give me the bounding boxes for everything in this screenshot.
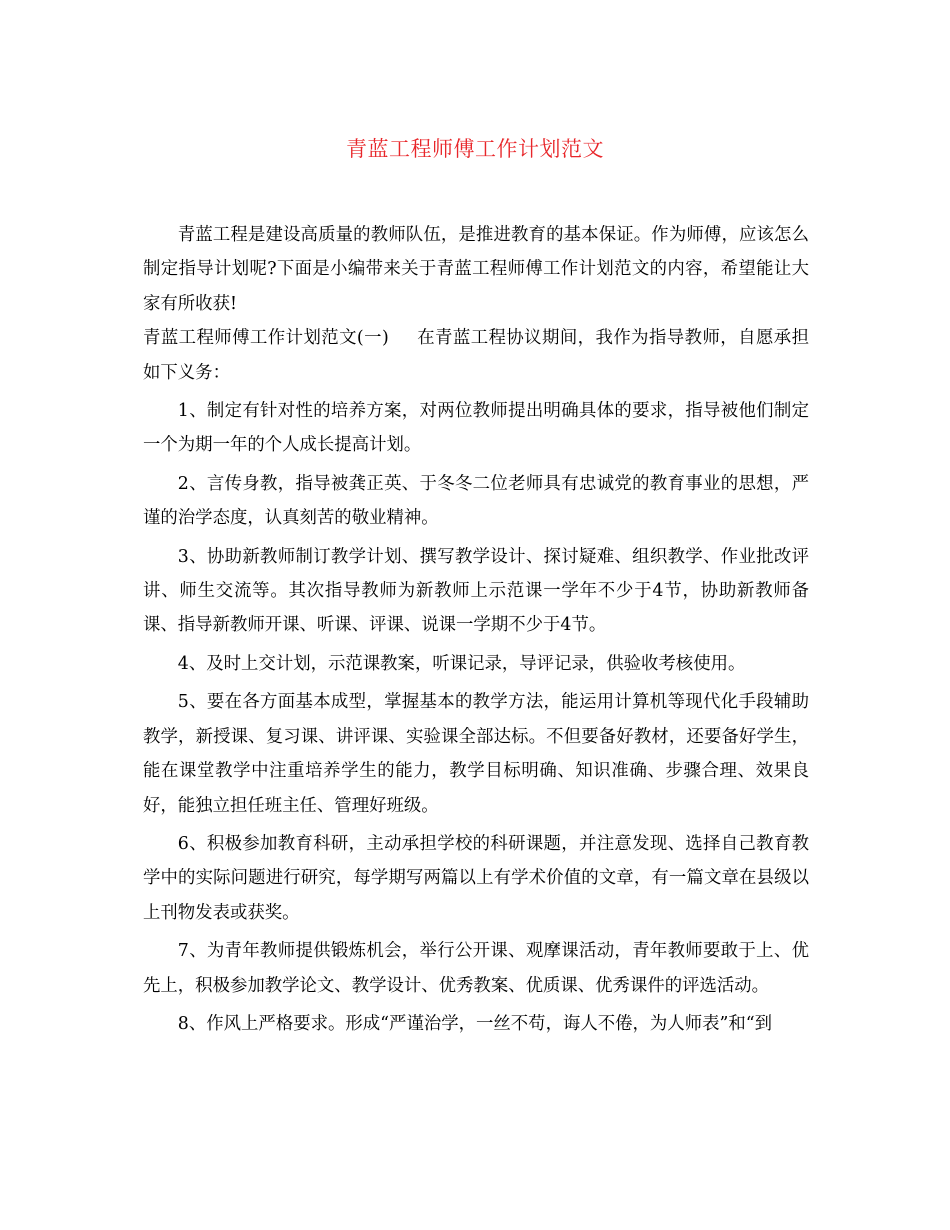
list-item: 7、为青年教师提供锻炼机会，举行公开课、观摩课活动，青年教师要敢于上、优先上，积极参加教学论文、教学设计、优秀教案、优质课、优秀课件的评选活动。 <box>143 941 809 996</box>
list-item: 3、协助新教师制订教学计划、撰写教学设计、探讨疑难、组织教学、作业批改评讲、师生交流等。其次指导教师为新教师上示范课一学年不少于4节，协助新教师备课、指导新教师开课、听课、评课、说课一学期不少于4节。 <box>143 546 809 636</box>
list-item: 2、言传身教，指导被龚正英、于冬冬二位老师具有忠诚党的教育事业的思想，严谨的治学态度，认真刻苦的敬业精神。 <box>143 473 809 529</box>
section-lead: 在青蓝工程协议期间，我作为指导教师，自愿承担如下义务： <box>143 328 809 383</box>
section-paragraph <box>143 321 809 390</box>
intro-paragraph: 青蓝工程是建设高质量的教师队伍，是推进教育的基本保证。作为师傅，应该怎么制定指导计划呢?下面是小编带来关于青蓝工程师傅工作计划范文的内容，希望能让大家有所收获! <box>143 225 809 314</box>
document-body <box>143 218 809 1041</box>
list-item: 4、及时上交计划，示范课教案，听课记录，导评记录，供验收考核使用。 <box>177 653 746 674</box>
document-title: 青蓝工程师傅工作计划范文 <box>346 137 604 161</box>
list-item: 1、制定有针对性的培养方案，对两位教师提出明确具体的要求，指导被他们制定一个为期一年的个人成长提高计划。 <box>143 401 809 456</box>
list-item: 5、要在各方面基本成型，掌握基本的教学方法，能运用计算机等现代化手段辅助教学，新授课、复习课、讲评课、实验课全部达标。不但要备好教材，还要备好学生，能在课堂教学中注重培养学生的能力，教学目标明确、知识准确、步骤合理、效果良好，能独立担任班主任、管理好班级。 <box>143 692 809 816</box>
list-item: 8、作风上严格要求。形成“严谨治学，一丝不苟，诲人不倦，为人师表”和“到 <box>177 1013 773 1034</box>
section-heading: 青蓝工程师傅工作计划范文(一) <box>143 328 389 349</box>
list-item: 6、积极参加教育科研，主动承担学校的科研课题，并注意发现、选择自己教育教学中的实际问题进行研究，每学期写两篇以上有学术价值的文章，有一篇文章在县级以上刊物发表或获奖。 <box>143 833 809 923</box>
